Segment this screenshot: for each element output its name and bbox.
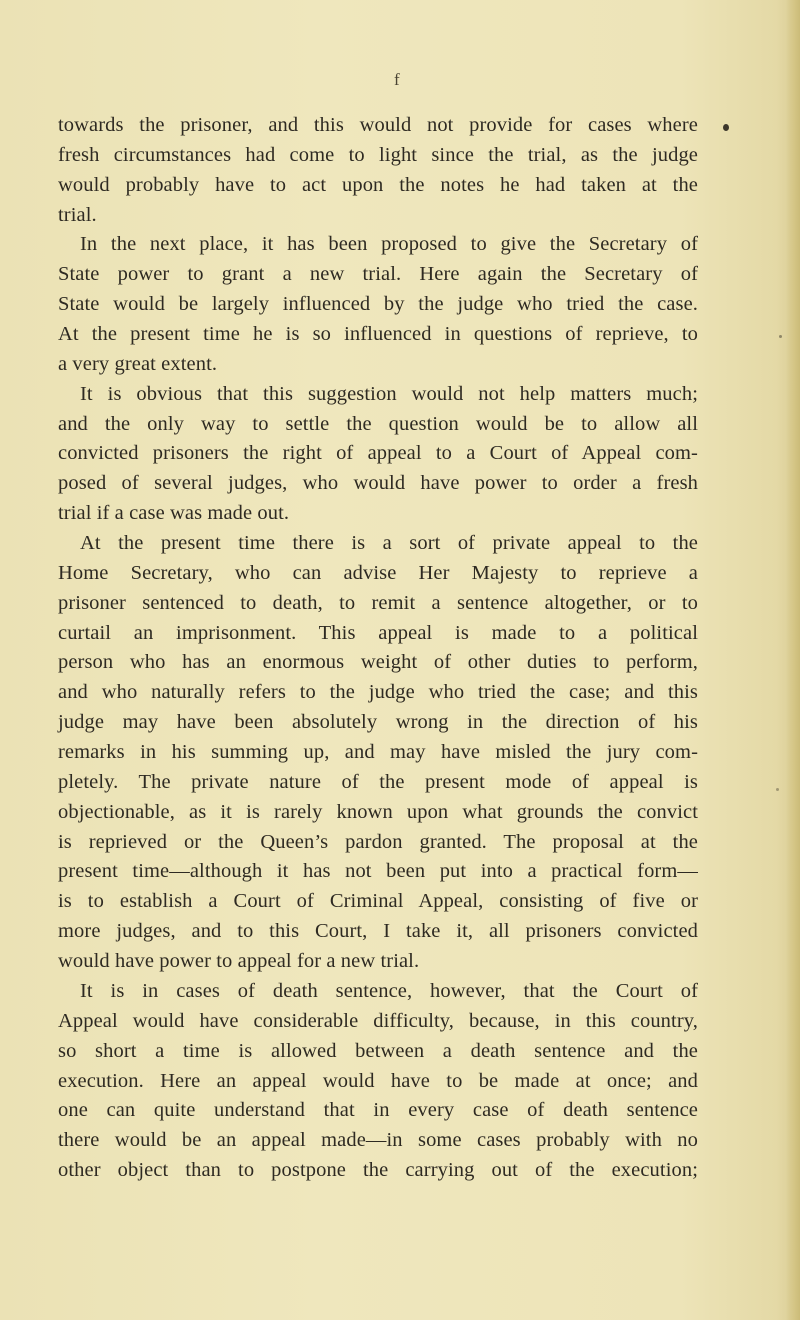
text-line: would probably have to act upon the notes he had taken at the — [58, 173, 698, 196]
text-line: would have power to appeal for a new trial. — [58, 950, 420, 973]
text-line: remarks in his summing up, and may have misled the jury com- — [58, 741, 698, 764]
body-text — [58, 111, 698, 1186]
text-line: person who has an enormous weight of other duties to perform, — [58, 651, 698, 674]
text-line: judge may have been absolutely wrong in the direction of his — [58, 711, 698, 734]
text-line: and who naturally refers to the judge who tried the case; and this — [58, 681, 698, 704]
text-line: trial. — [58, 203, 97, 226]
text-line: is reprieved or the Queen’s pardon granted. The proposal at the — [58, 830, 698, 853]
text-line: Appeal would have considerable difficulty, because, in this country, — [58, 1009, 698, 1032]
text-line: objectionable, as it is rarely known upon what grounds the convict — [58, 800, 698, 823]
text-line: fresh circumstances had come to light since the trial, as the judge — [58, 143, 698, 166]
ink-speck — [779, 335, 782, 338]
text-line: execution. Here an appeal would have to be made at once; and — [58, 1069, 698, 1092]
text-line: State would be largely influenced by the judge who tried the case. — [58, 293, 698, 316]
text-line: there would be an appeal made—in some cases probably with no — [58, 1129, 698, 1152]
text-line: other object than to postpone the carrying out of the execution; — [58, 1159, 698, 1182]
text-line: more judges, and to this Court, I take it, all prisoners convicted — [58, 920, 698, 943]
text-line: towards the prisoner, and this would not provide for cases where — [58, 114, 698, 136]
text-line: convicted prisoners the right of appeal to a Court of Appeal com- — [58, 442, 698, 465]
page-edge-shadow — [786, 0, 800, 1320]
ink-speck — [776, 788, 779, 791]
page-marker: f — [394, 70, 400, 89]
text-line: is to establish a Court of Criminal Appeal, consisting of five or — [58, 890, 698, 913]
text-line: pletely. The private nature of the present mode of appeal is — [58, 770, 698, 793]
text-line: posed of several judges, who would have power to order a fresh — [58, 472, 698, 495]
text-line: a very great extent. — [58, 352, 218, 375]
text-line: State power to grant a new trial. Here again the Secretary of — [58, 263, 698, 286]
text-line: one can quite understand that in every case of death sentence — [58, 1099, 698, 1122]
text-line: At the present time there is a sort of private appeal to the — [80, 532, 698, 555]
text-line: It is in cases of death sentence, however, that the Court of — [80, 979, 698, 1002]
text-line: curtail an imprisonment. This appeal is made to a political — [58, 621, 698, 644]
text-line: Home Secretary, who can advise Her Majesty to reprieve a — [58, 561, 698, 584]
text-line: so short a time is allowed between a death sentence and the — [58, 1039, 698, 1062]
text-line: present time—although it has not been put into a practical form— — [58, 860, 698, 883]
text-line: In the next place, it has been proposed to give the Secretary of — [80, 233, 698, 256]
text-line: and the only way to settle the question would be to allow all — [58, 412, 698, 435]
text-line: It is obvious that this suggestion would not help matters much; — [80, 382, 698, 405]
ink-speck — [723, 124, 729, 131]
text-line: trial if a case was made out. — [58, 502, 290, 525]
text-line: prisoner sentenced to death, to remit a sentence altogether, or to — [58, 591, 698, 614]
text-line: At the present time he is so influenced in questions of reprieve, to — [58, 323, 698, 346]
